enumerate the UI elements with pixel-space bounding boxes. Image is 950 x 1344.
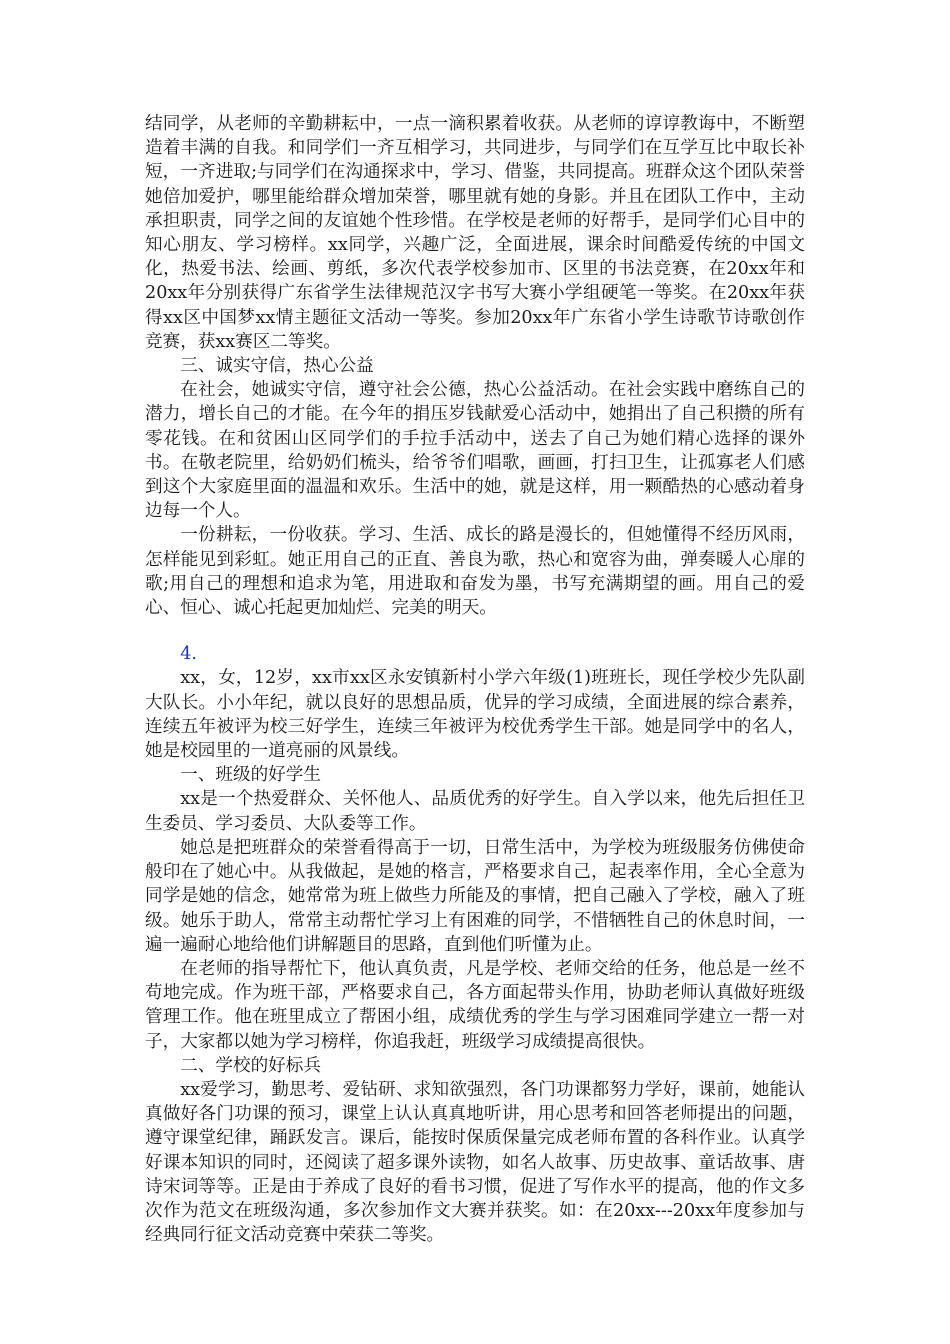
paragraph-teacher-guidance: 在老师的指导帮忙下，他认真负责，凡是学校、老师交给的任务，他总是一丝不苟地完成。作为班干部，严格要求自己，各方面起带头作用，协助老师认真做好班级管理工作。他在班里成立了帮困小组，成绩优秀的学生与学习困难同学建立一帮一对子，大家都以她为学习榜样，你追我赶，班级学习成绩提高很快。 xyxy=(145,958,805,1052)
paragraph-class-honor: 她总是把班群众的荣誉看得高于一切，日常生活中，为学校为班级服务仿佛使命般印在了她心中。从我做起，是她的格言，严格要求自己，起表率作用，全心全意为同学是她的信念，她常常为班上做些力所能及的事情，把自己融入了学校，融入了班级。她乐于助人，常常主动帮忙学习上有困难的同学，不惜牺牲自己的休息时间，一遍一遍耐心地给他们讲解题目的思路，直到他们听懂为止。 xyxy=(145,837,805,955)
section-heading-honesty: 三、诚实守信，热心公益 xyxy=(180,356,374,377)
blank-line xyxy=(145,620,805,642)
section-heading-good-student: 一、班级的好学生 xyxy=(180,765,321,786)
paragraph-conclusion: 一份耕耘，一份收获。学习、生活、成长的路是漫长的，但她懂得不经历风雨，怎样能见到彩虹。她正用自己的正直、善良为歌，热心和宽容为曲，弹奏暖人心扉的歌;用自己的理想和追求为笔，用进取和奋发为墨，书写充满期望的画。用自己的爱心、恒心、诚心托起更加灿烂、完美的明天。 xyxy=(145,525,805,619)
section-number: 4. xyxy=(180,644,197,665)
paragraph-study-habits: xx爱学习，勤思考、爱钻研、求知欲强烈，各门功课都努力学好，课前，她能认真做好各门功课的预习，课堂上认认真真地听讲，用心思考和回答老师提出的问题，遵守课堂纪律，踊跃发言。课后，能按时保质保量完成老师布置的各科作业。认真学好课本知识的同时，还阅读了超多课外读物，如名人故事、历史故事、童话故事、唐诗宋词等等。正是由于养成了良好的看书习惯，促进了写作水平的提高，他的作文多次作为范文在班级沟通，多次参加作文大赛并获奖。如：在20xx---20xx年度参加与经典同行征文活动竞赛中荣获二等奖。 xyxy=(145,1079,805,1246)
document-body xyxy=(145,112,805,1247)
paragraph-introduction: xx，女，12岁，xx市xx区永安镇新村小学六年级(1)班班长，现任学校少先队副大队长。小小年纪，就以良好的思想品质，优异的学习成绩，全面进展的综合素养，连续五年被评为校三好学生，连续三年被评为校优秀学生干部。她是同学中的名人，她是校园里的一道亮丽的风景线。 xyxy=(145,668,805,762)
paragraph-continued: 结同学，从老师的辛勤耕耘中，一点一滴积累着收获。从老师的谆谆教诲中，不断塑造着丰满的自我。和同学们一齐互相学习，共同进步，与同学们在互学互比中取长补短，一齐进取;与同学们在沟通探求中，学习、借鉴，共同提高。班群众这个团队荣誉她倍加爱护，哪里能给群众增加荣誉，哪里就有她的身影。并且在团队工作中，主动承担职责，同学之间的友谊她个性珍惜。在学校是老师的好帮手，是同学们心目中的知心朋友、学习榜样。xx同学，兴趣广泛，全面进展，课余时间酷爱传统的中国文化，热爱书法、绘画、剪纸，多次代表学校参加市、区里的书法竞赛，在20xx年和20xx年分别获得广东省学生法律规范汉字书写大赛小学组硬笔一等奖。在20xx年获得xx区中国梦xx情主题征文活动一等奖。参加20xx年广东省小学生诗歌节诗歌创作竞赛，获xx赛区二等奖。 xyxy=(145,114,805,352)
paragraph-public-welfare: 在社会，她诚实守信，遵守社会公德，热心公益活动。在社会实践中磨练自己的潜力，增长自己的才能。在今年的捐压岁钱献爱心活动中，她捐出了自己积攒的所有零花钱。在和贫困山区同学们的手拉手活动中，送去了自己为她们精心选择的课外书。在敬老院里，给奶奶们梳头，给爷爷们唱歌，画画，打扫卫生，让孤寡老人们感到这个大家庭里面的温温和欢乐。生活中的她，就是这样，用一颗酷热的心感动着身边每一个人。 xyxy=(145,380,805,522)
paragraph-roles: xx是一个热爱群众、关怀他人、品质优秀的好学生。自入学以来，他先后担任卫生委员、学习委员、大队委等工作。 xyxy=(145,789,805,834)
section-heading-school-model: 二、学校的好标兵 xyxy=(180,1055,321,1076)
